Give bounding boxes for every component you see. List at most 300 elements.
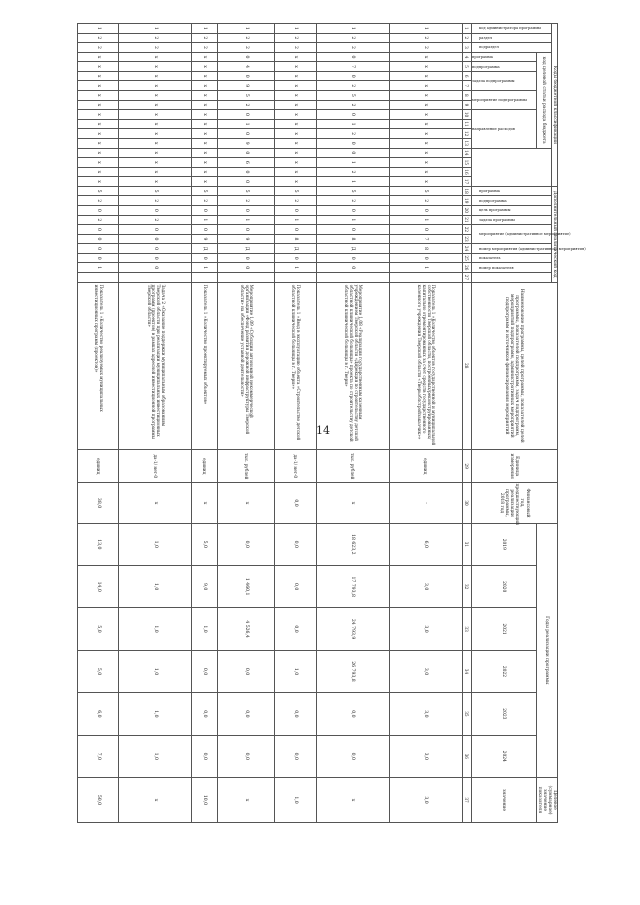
code-cell: 5 (389, 186, 462, 196)
expense-direction-header: направление расходов (471, 110, 536, 148)
code-cell: 2 (275, 196, 316, 206)
year-value-cell: 0,0 (316, 693, 389, 735)
code-cell: 2 (389, 43, 462, 53)
column-number: 36 (462, 735, 471, 777)
code-cell: 0 (192, 206, 218, 216)
column-number: 29 (462, 449, 471, 482)
target-value-cell: x (119, 777, 192, 822)
code-cell: x (77, 119, 119, 129)
code-cell: x (77, 148, 119, 158)
year-value-cell: 0,0 (275, 566, 316, 608)
code-cell: 1 (389, 263, 462, 273)
code-cell: 0 (218, 253, 275, 263)
code-cell: 2 (119, 215, 192, 225)
column-number: 22 (462, 225, 471, 235)
budget-codes-header: Коды бюджетной классификации (551, 24, 557, 187)
code-cell: 2 (316, 81, 389, 91)
dop-indicator-header: показатель (471, 253, 551, 263)
code-cell: x (389, 177, 462, 187)
code-cell: 6 (218, 158, 275, 168)
code-cell: 1 (218, 24, 275, 34)
code-cell: 0 (119, 244, 192, 254)
code-cell: 1 (77, 24, 119, 34)
unit-cell: да-1/ нет-0 (119, 449, 192, 482)
year-value-cell: 1,0 (119, 735, 192, 777)
year-value-cell: 0,0 (192, 650, 218, 692)
target-column-header: Целевое (суммарное) значение показателя (536, 777, 557, 822)
code-cell: 2 (192, 196, 218, 206)
table-row (389, 24, 462, 823)
year-2021-header: 2021 (471, 608, 536, 650)
year-value-cell: 3,0 (389, 693, 462, 735)
year-value-cell: 0,0 (275, 523, 316, 565)
task-subprogram-header: задача подпрограммы (471, 71, 536, 90)
code-cell: 1 (218, 119, 275, 129)
column-number: 16 (462, 167, 471, 177)
column-number: 18 (462, 186, 471, 196)
code-cell: 2 (218, 43, 275, 53)
column-numbers-row (462, 24, 471, 823)
code-cell: x (192, 91, 218, 101)
column-number: 20 (462, 206, 471, 216)
code-cell: x (192, 177, 218, 187)
code-cell: x (119, 119, 192, 129)
code-cell: x (77, 167, 119, 177)
years-group-header: Годы реализации программы (536, 523, 557, 777)
column-number: 17 (462, 177, 471, 187)
year-value-cell: 0,0 (275, 608, 316, 650)
year-value-cell: 0,0 (275, 735, 316, 777)
code-cell: 2 (218, 196, 275, 206)
year-value-cell: 1,0 (192, 608, 218, 650)
code-cell: x (192, 148, 218, 158)
year-2022-header: 2022 (471, 650, 536, 692)
code-cell: Д (218, 244, 275, 254)
code-cell: 2 (218, 33, 275, 43)
code-cell: 2 (316, 100, 389, 110)
code-cell: 0 (316, 138, 389, 148)
code-cell: 7 (316, 62, 389, 72)
code-cell: 2 (77, 33, 119, 43)
dop-measure-header: мероприятие (административное мероприятие) (471, 225, 551, 244)
unit-cell: да-1/ нет-0 (275, 449, 316, 482)
code-cell: x (77, 81, 119, 91)
item-name-cell: Показатель 1 «Количество проектируемых объектов» (192, 282, 218, 449)
year-value-cell: 0,0 (218, 693, 275, 735)
program-table-sheet (86, 23, 586, 823)
code-cell: 2 (316, 33, 389, 43)
code-cell: x (275, 110, 316, 120)
code-cell: x (275, 62, 316, 72)
code-cell: 7 (389, 234, 462, 244)
target-value-cell: 50,0 (77, 777, 119, 822)
code-cell: x (77, 138, 119, 148)
dop-task-header: задача программы (471, 215, 551, 225)
code-cell: x (389, 52, 462, 62)
year-value-cell: 24 793,9 (316, 608, 389, 650)
year-2020-header: 2020 (471, 566, 536, 608)
item-name-cell: Показатель 1 «Количество реализуемых муниципальных инвестиционных программ (проектов)» (77, 282, 119, 449)
table-row (119, 24, 192, 823)
code-cell: 2 (389, 196, 462, 206)
code-cell: x (77, 110, 119, 120)
code-cell: x (389, 100, 462, 110)
code-cell: 5 (218, 186, 275, 196)
code-cell: 2 (119, 33, 192, 43)
code-cell: 0 (77, 244, 119, 254)
dop-program-header: программа (471, 186, 551, 196)
code-cell: x (192, 52, 218, 62)
code-cell: 1 (316, 24, 389, 34)
year-value-cell: 1,0 (119, 650, 192, 692)
code-cell: x (192, 158, 218, 168)
code-cell: 0 (218, 177, 275, 187)
code-cell: 1 (192, 215, 218, 225)
target-value-cell: 1,0 (275, 777, 316, 822)
code-cell: 1 (192, 24, 218, 34)
code-cell: x (389, 110, 462, 120)
code-cell: 8 (389, 244, 462, 254)
code-cell: x (389, 138, 462, 148)
code-cell: x (192, 62, 218, 72)
code-cell: 2 (389, 33, 462, 43)
code-cell: x (119, 167, 192, 177)
code-cell: x (389, 129, 462, 139)
year-value-cell: 3,0 (389, 650, 462, 692)
year-value-cell: 0,0 (192, 693, 218, 735)
year-value-cell: 5,0 (77, 608, 119, 650)
code-cell: 0 (77, 234, 119, 244)
code-cell: x (119, 148, 192, 158)
year-value-cell: 5,0 (192, 523, 218, 565)
column-number: 31 (462, 523, 471, 565)
target-value-subheader: значение (471, 777, 536, 822)
code-cell: 9 (218, 81, 275, 91)
code-spacer-cell (218, 273, 275, 283)
extra-code-header: Дополнительный аналитический код (551, 186, 557, 282)
measure-subprogram-header: мероприятие подпрограммы (471, 91, 536, 110)
code-cell: x (119, 62, 192, 72)
code-cell: x (77, 52, 119, 62)
code-cell: Д (275, 244, 316, 254)
code-cell: x (77, 100, 119, 110)
year-value-cell: 1,0 (119, 566, 192, 608)
code-spacer-cell (275, 273, 316, 283)
program-characteristics-table (77, 23, 586, 823)
column-number: 15 (462, 158, 471, 168)
code-cell: 0 (218, 110, 275, 120)
code-cell: 0 (119, 234, 192, 244)
code-cell: 1 (192, 263, 218, 273)
code-cell: x (275, 52, 316, 62)
year-2024-header: 2024 (471, 735, 536, 777)
name-column-header: Наименование программы, целей программы, показателей целей программы, показателей подпрограмм, задач подпрограмм, мероприятий подпрограмм, административных мероприятий подпрограмм и источников финансирования мероприятий (471, 282, 557, 449)
code-cell: x (275, 81, 316, 91)
year-value-cell: 0,0 (316, 735, 389, 777)
item-name-cell: Мероприятие 1.08 «Реализация государственным казенным учреждением Тверской области «Дирекция по строительству детской областной клинической больницы» проекта по строительству детской областной клинической больницы в г. Твери» (316, 282, 389, 449)
code-cell: 0 (218, 263, 275, 273)
column-number: 8 (462, 91, 471, 101)
year-value-cell: 3,0 (389, 566, 462, 608)
code-spacer-cell (389, 273, 462, 283)
code-cell: x (77, 62, 119, 72)
code-cell: 0 (316, 71, 389, 81)
year-value-cell: 17 793,8 (316, 566, 389, 608)
unit-cell: единиц (192, 449, 218, 482)
code-cell: x (275, 138, 316, 148)
code-cell: 0 (389, 206, 462, 216)
code-cell: x (275, 158, 316, 168)
year-2023-header: 2023 (471, 693, 536, 735)
code-cell: x (119, 71, 192, 81)
code-cell: 0 (218, 206, 275, 216)
code-cell: 0 (316, 225, 389, 235)
code-cell: 0 (316, 253, 389, 263)
extra-spacer-header (471, 148, 551, 186)
code-cell: 1 (218, 215, 275, 225)
year-value-cell: 4 526,4 (218, 608, 275, 650)
base-year-cell: x (316, 483, 389, 523)
year-value-cell: 1,0 (119, 693, 192, 735)
column-number: 3 (462, 43, 471, 53)
base-year-cell: 0,0 (275, 483, 316, 523)
code-cell: x (119, 129, 192, 139)
code-cell: x (389, 158, 462, 168)
code-cell: Д (316, 244, 389, 254)
code-cell: 1 (275, 215, 316, 225)
code-cell: x (389, 62, 462, 72)
code-cell: 2 (192, 33, 218, 43)
code-cell: 0 (192, 253, 218, 263)
code-cell: x (275, 91, 316, 101)
code-cell: x (389, 148, 462, 158)
code-cell: 0 (218, 71, 275, 81)
year-value-cell: 7,0 (77, 735, 119, 777)
code-cell: Д (192, 244, 218, 254)
code-cell: 4 (218, 62, 275, 72)
code-cell: x (77, 71, 119, 81)
code-cell: 1 (389, 24, 462, 34)
column-number: 4 (462, 52, 471, 62)
code-cell: x (275, 177, 316, 187)
code-cell: 1 (316, 119, 389, 129)
code-cell: 5 (316, 186, 389, 196)
unit-cell: единиц (77, 449, 119, 482)
column-number: 14 (462, 148, 471, 158)
table-row (192, 24, 218, 823)
code-cell: x (389, 81, 462, 91)
year-value-cell: 1 460,1 (218, 566, 275, 608)
item-name-cell: Задача 2 «Оказание поддержки муниципальным образованиям Тверской области при реализации муниципальных инвестиционных программ (проектов) в рамках адресной инвестиционной программы Тверской области» (119, 282, 192, 449)
dop-measure-no-header: номер мероприятия (административного мероприятия) (471, 244, 551, 254)
code-cell: 0 (316, 52, 389, 62)
code-cell: x (192, 119, 218, 129)
code-cell: 1 (275, 263, 316, 273)
code-cell: x (192, 110, 218, 120)
code-cell: 0 (192, 225, 218, 235)
code-cell: 2 (316, 129, 389, 139)
year-value-cell: 5,0 (77, 650, 119, 692)
code-cell: x (389, 91, 462, 101)
year-value-cell: 0,0 (192, 735, 218, 777)
year-value-cell: 3,0 (389, 608, 462, 650)
code-cell: x (275, 100, 316, 110)
code-cell: x (192, 167, 218, 177)
code-cell: 2 (119, 43, 192, 53)
header-row-1 (551, 24, 557, 823)
code-cell: 0 (275, 253, 316, 263)
table-header (462, 24, 586, 823)
column-number: 6 (462, 71, 471, 81)
code-cell: 1 (119, 24, 192, 34)
code-cell: x (389, 71, 462, 81)
code-cell: x (275, 167, 316, 177)
column-number: 12 (462, 129, 471, 139)
code-cell: x (389, 119, 462, 129)
year-value-cell: 1,0 (275, 650, 316, 692)
base-year-cell: 38,0 (77, 483, 119, 523)
code-cell: x (275, 119, 316, 129)
table-row (316, 24, 389, 823)
column-number: 35 (462, 693, 471, 735)
column-number: 26 (462, 263, 471, 273)
code-cell: x (119, 158, 192, 168)
code-cell: 1 (316, 215, 389, 225)
code-cell: 9 (218, 234, 275, 244)
base-year-cell: x (119, 483, 192, 523)
column-number: 9 (462, 100, 471, 110)
code-cell: 2 (316, 167, 389, 177)
target-value-cell: 10,0 (192, 777, 218, 822)
code-cell: 0 (218, 52, 275, 62)
code-cell: 0 (389, 225, 462, 235)
target-value-cell: x (218, 777, 275, 822)
column-number: 19 (462, 196, 471, 206)
column-number: 21 (462, 215, 471, 225)
code-cell: 0 (316, 148, 389, 158)
code-spacer-cell (77, 273, 119, 283)
code-cell: 0 (218, 148, 275, 158)
column-number: 10 (462, 110, 471, 120)
code-cell: 9 (218, 138, 275, 148)
column-number: 32 (462, 566, 471, 608)
year-value-cell: 14,0 (77, 566, 119, 608)
code-cell: 5 (316, 91, 389, 101)
code-cell: 1 (77, 263, 119, 273)
dop-goal-header: цель программы (471, 206, 551, 216)
code-cell: 2 (218, 100, 275, 110)
code-cell: 5 (275, 186, 316, 196)
column-number: 25 (462, 253, 471, 263)
code-cell: 0 (119, 263, 192, 273)
column-number: 27 (462, 273, 471, 283)
item-name-cell: Мероприятие 1.09 «Субсидии автономной некоммерческой организации «Фонд развития дорожной инфраструктуры Тверской области» на обеспечение уставной деятельности» (218, 282, 275, 449)
section-header: раздел (471, 33, 551, 43)
code-cell: x (275, 129, 316, 139)
base-year-cell: x (192, 483, 218, 523)
year-value-cell: 6,0 (77, 693, 119, 735)
code-cell: 2 (316, 196, 389, 206)
code-cell: 0 (218, 129, 275, 139)
code-cell: 0 (316, 263, 389, 273)
code-cell: x (119, 81, 192, 91)
year-value-cell: 13,0 (77, 523, 119, 565)
code-cell: x (77, 129, 119, 139)
code-cell: x (119, 52, 192, 62)
unit-cell: тыс. рублей (218, 449, 275, 482)
column-number: 5 (462, 62, 471, 72)
column-number: 37 (462, 777, 471, 822)
code-cell: x (119, 91, 192, 101)
column-number: 7 (462, 81, 471, 91)
code-cell: x (192, 129, 218, 139)
code-cell: 2 (316, 43, 389, 53)
code-cell: x (77, 177, 119, 187)
expense-group-header: код целевой статьи расхода бюджета (536, 52, 551, 148)
base-year-cell: - (389, 483, 462, 523)
column-number: 33 (462, 608, 471, 650)
code-cell: x (192, 100, 218, 110)
year-value-cell: 1,0 (119, 608, 192, 650)
target-value-cell: 3,0 (389, 777, 462, 822)
code-cell: 0 (77, 225, 119, 235)
code-cell: x (119, 110, 192, 120)
year-value-cell: 1,0 (119, 523, 192, 565)
code-cell: 2 (77, 43, 119, 53)
code-cell: 2 (192, 43, 218, 53)
code-cell: x (192, 71, 218, 81)
code-cell: 0 (316, 206, 389, 216)
code-cell: x (389, 167, 462, 177)
code-cell: 8 (275, 234, 316, 244)
year-value-cell: 6,0 (389, 523, 462, 565)
item-name-cell: Показатель 1 «Количество объектов государственной и муниципальной собственности Тверской области, построенных/реконструированных/капитально отремонтированных за счет средств государственного казенного учреждения Тверской области «Тверьоблстройзаказчик»» (389, 282, 462, 449)
base-year-column-header: Финансовый год, предшествующий реализации программы, 2018 год (471, 483, 557, 523)
year-value-cell: 9,0 (192, 566, 218, 608)
code-cell: 5 (77, 186, 119, 196)
base-year-cell: x (218, 483, 275, 523)
column-number: 2 (462, 33, 471, 43)
code-cell: 5 (119, 186, 192, 196)
code-cell: 0 (218, 225, 275, 235)
code-cell: 1 (316, 158, 389, 168)
code-cell: 1 (389, 215, 462, 225)
table-row (275, 24, 316, 823)
code-cell: 0 (119, 253, 192, 263)
code-cell: 0 (119, 206, 192, 216)
subsection-header: подраздел (471, 43, 551, 53)
code-cell: 9 (192, 234, 218, 244)
code-cell: 2 (119, 196, 192, 206)
year-value-cell: 0,0 (218, 650, 275, 692)
code-cell: 0 (316, 110, 389, 120)
dop-spacer-header (471, 273, 551, 283)
code-cell: 5 (192, 186, 218, 196)
table-body (77, 24, 462, 823)
code-cell: x (119, 177, 192, 187)
column-number: 24 (462, 244, 471, 254)
code-cell: x (119, 138, 192, 148)
code-cell: 2 (275, 43, 316, 53)
column-number: 23 (462, 234, 471, 244)
code-cell: 2 (275, 33, 316, 43)
table-row (218, 24, 275, 823)
column-number: 13 (462, 138, 471, 148)
code-cell: 5 (218, 91, 275, 101)
column-number: 34 (462, 650, 471, 692)
dop-subprogram-header: подпрограмма (471, 196, 551, 206)
code-spacer-cell (192, 273, 218, 283)
